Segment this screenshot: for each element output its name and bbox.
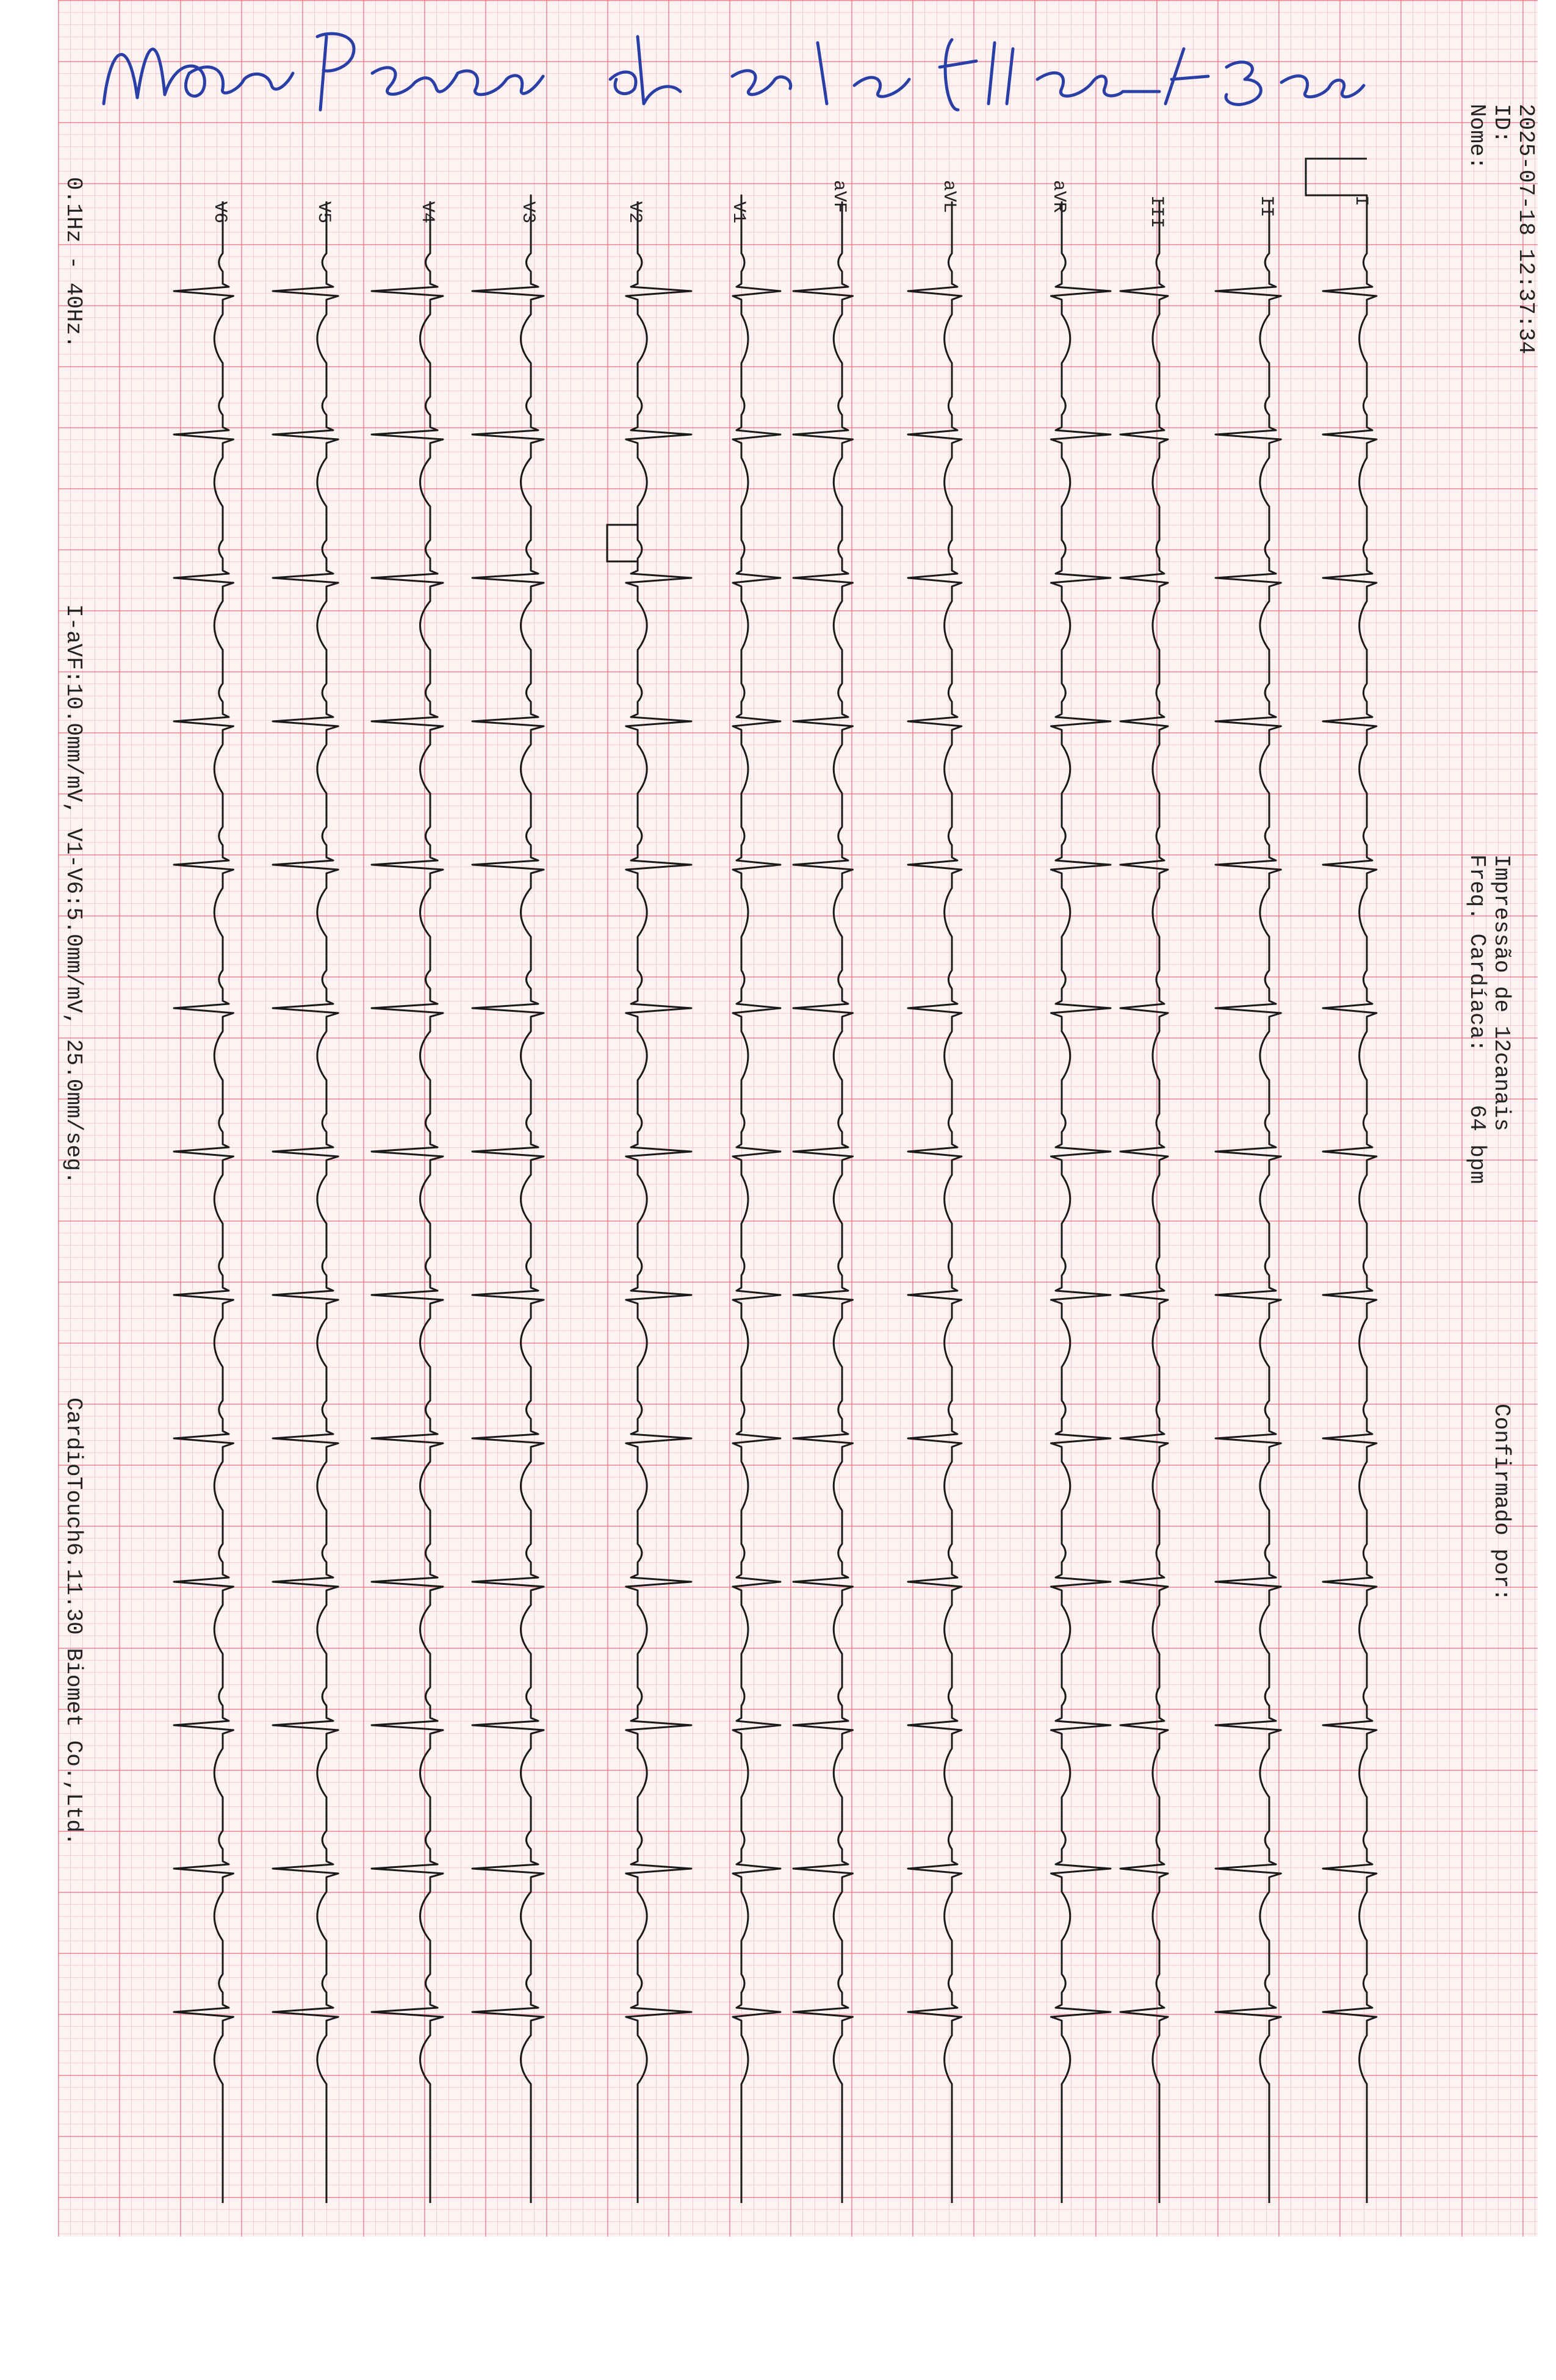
header-heart-rate (1464, 854, 1489, 1184)
footer-gain-speed: I-aVF:10.0mm/mV, V1-V6:5.0mm/mV, 25.0mm/seg. (61, 604, 86, 1185)
header-name-label: Nome: (1464, 104, 1489, 170)
calibration-pulse (607, 525, 638, 561)
ecg-trace-ii (1216, 201, 1281, 2203)
heart-rate-label: Freq. Cardíaca: (1464, 854, 1489, 1053)
ecg-trace-avl (908, 201, 962, 2203)
lead-label-ii: II (1256, 195, 1277, 218)
ecg-trace-v4 (372, 201, 443, 2203)
lead-label-v6: V6 (209, 201, 230, 224)
header-id-label: ID: (1489, 104, 1514, 143)
ecg-trace-avr (1051, 201, 1111, 2203)
lead-label-iii: III (1146, 195, 1167, 229)
heart-rate-value: 64 bpm (1464, 1105, 1489, 1185)
ecg-trace-i (1323, 195, 1377, 2203)
header-confirmed-label: Confirmado por: (1489, 1404, 1514, 1602)
ecg-trace-v2 (626, 201, 691, 2203)
lead-label-v4: V4 (417, 201, 438, 224)
footer-filter: 0.1Hz - 40Hz. (61, 177, 86, 348)
calibration-pulse (1306, 159, 1367, 195)
lead-label-avl: aVL (938, 180, 959, 214)
ecg-trace-iii (1120, 201, 1168, 2203)
lead-label-avf: aVF (829, 180, 849, 214)
lead-label-v1: V1 (728, 201, 749, 224)
header-datetime: 2025-07-18 12:37:34 (1513, 104, 1538, 355)
lead-label-v5: V5 (313, 201, 334, 224)
lead-label-i: I (1350, 195, 1371, 207)
lead-label-v2: V2 (624, 201, 645, 224)
lead-label-avr: aVR (1048, 180, 1069, 214)
footer-device: CardioTouch6.11.30 Biomet Co.,Ltd. (61, 1397, 86, 1846)
ecg-trace-v3 (472, 195, 544, 2203)
lead-label-v3: V3 (517, 201, 538, 224)
ecg-trace-v1 (733, 195, 780, 2203)
ecg-trace-v5 (273, 201, 338, 2203)
header-print-mode: Impressão de 12canais (1489, 854, 1514, 1131)
handwritten-signature (85, 12, 1367, 122)
ecg-trace-avf (793, 201, 853, 2203)
ecg-trace-v6 (174, 201, 234, 2203)
